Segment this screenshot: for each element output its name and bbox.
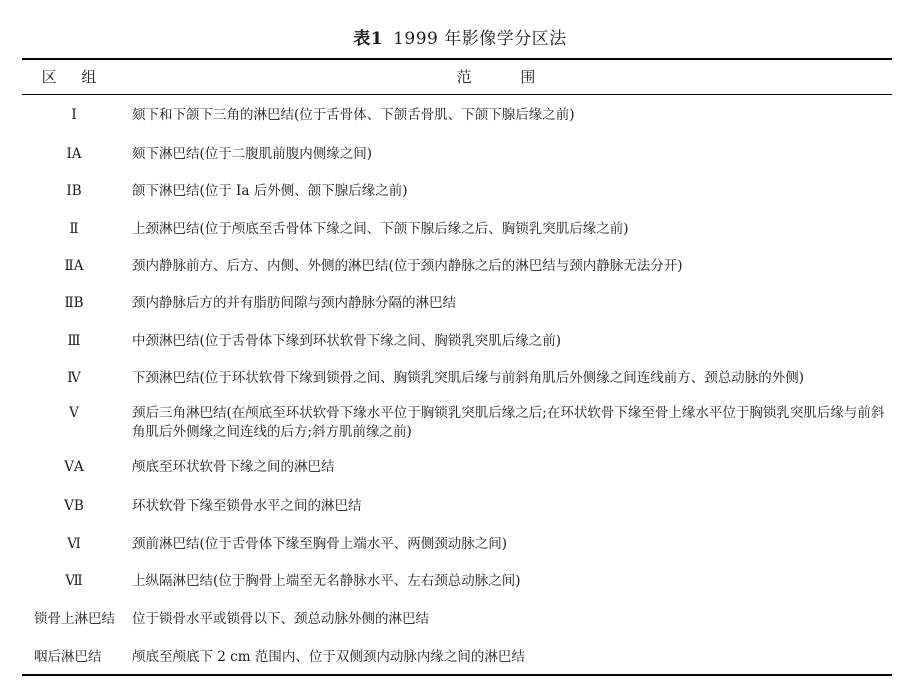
zone-cell: Ⅰ [71,107,77,123]
zone-cell: ⅤB [64,498,84,514]
table-row [22,145,892,164]
top-rule [22,58,892,60]
table-row [22,458,892,477]
range-cell: 下颈淋巴结(位于环状软骨下缘到锁骨之间、胸锁乳突肌后缘与前斜角肌后外侧缘之间连线前方、颈总动脉的外侧) [132,370,805,386]
range-cell: 颅底至环状软骨下缘之间的淋巴结 [132,459,335,475]
table-row [22,648,892,667]
table-row [22,497,892,516]
table-row [22,610,892,629]
table-row [22,182,892,201]
table-row [22,332,892,351]
table-row [22,404,892,442]
zone-cell: Ⅳ [67,370,81,386]
range-cell: 颈内静脉后方的并有脂肪间隙与颈内静脉分隔的淋巴结 [132,295,456,311]
range-cell: 颈内静脉前方、后方、内侧、外侧的淋巴结(位于颈内静脉之后的淋巴结与颈内静脉无法分开) [132,258,683,274]
header-range: 范 围 [456,68,558,86]
table-number: 表1 [353,29,384,49]
table-row [22,535,892,554]
range-cell: 颅底至颅底下 2 cm 范围内、位于双侧颈内动脉内缘之间的淋巴结 [132,649,525,665]
range-cell: 颈前淋巴结(位于舌骨体下缘至胸骨上端水平、两侧颈动脉之间) [132,536,508,552]
zone-cell: 咽后淋巴结 [34,649,102,665]
range-cell: 环状软骨下缘至锁骨水平之间的淋巴结 [132,498,362,514]
header-zone: 区 组 [41,68,107,86]
zone-cell: ⅠB [66,183,82,199]
table-row [22,257,892,276]
zone-cell: Ⅲ [67,333,81,349]
range-cell: 上纵隔淋巴结(位于胸骨上端至无名静脉水平、左右颈总动脉之间) [132,573,521,589]
table-row [22,294,892,313]
header-rule [22,94,892,95]
zone-cell: ⅠA [66,146,82,162]
range-cell: 上颈淋巴结(位于颅底至舌骨体下缘之间、下颌下腺后缘之后、胸锁乳突肌后缘之前) [132,221,629,237]
table-row [22,369,892,388]
zone-cell: ⅡB [64,295,84,311]
zone-cell: Ⅴ [69,405,79,421]
range-cell: 颏下淋巴结(位于二腹肌前腹内侧缘之间) [132,146,373,162]
range-cell: 中颈淋巴结(位于舌骨体下缘到环状软骨下缘之间、胸锁乳突肌后缘之前) [132,333,562,349]
range-cell: 颌下淋巴结(位于 Ⅰa 后外侧、颌下腺后缘之前) [132,183,408,199]
table-row [22,572,892,591]
table-row [22,220,892,239]
zone-cell: 锁骨上淋巴结 [34,611,115,627]
table-row [22,106,892,125]
zone-cell: Ⅱ [69,221,79,237]
zone-cell: ⅤA [64,459,84,475]
zone-cell: Ⅶ [65,573,83,589]
range-cell: 位于锁骨水平或锁骨以下、颈总动脉外侧的淋巴结 [132,611,429,627]
table-caption: 1999 年影像学分区法 [393,29,567,49]
range-cell: 颏下和下颌下三角的淋巴结(位于舌骨体、下颌舌骨肌、下颌下腺后缘之前) [132,107,575,123]
zone-cell: ⅡA [64,258,84,274]
table-title [0,24,920,49]
zone-cell: Ⅵ [67,536,81,552]
range-cell: 颈后三角淋巴结(在颅底至环状软骨下缘水平位于胸锁乳突肌后缘之后;在环状软骨下缘至骨上缘水平位于胸锁乳突肌后缘与前斜角肌后外侧缘之间连线的后方;斜方肌前缘之前) [132,405,885,440]
bottom-rule [22,674,892,676]
